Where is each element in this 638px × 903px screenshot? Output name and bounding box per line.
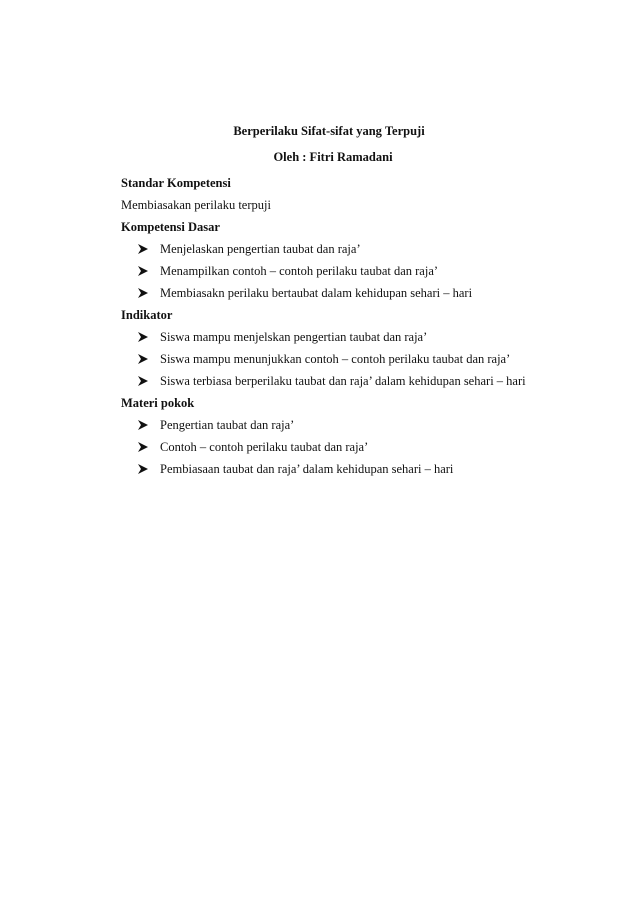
section-heading-kompetensi-dasar: Kompetensi Dasar (121, 220, 220, 234)
author-line: Oleh : Fitri Ramadani (273, 150, 393, 164)
list-item-text: Pembiasaan taubat dan raja’ dalam kehidupan sehari – hari (160, 462, 454, 476)
list-item (121, 461, 621, 483)
section-heading-materi-pokok: Materi pokok (121, 396, 195, 410)
arrow-bullet-icon (137, 287, 149, 299)
materi-pokok-list (121, 417, 621, 483)
list-item (121, 241, 621, 263)
arrow-bullet-icon (137, 353, 149, 365)
section-heading-standar-kompetensi: Standar Kompetensi (121, 176, 231, 190)
indikator-list (121, 329, 621, 395)
kompetensi-dasar-list (121, 241, 621, 307)
list-item (121, 285, 621, 307)
document-title: Berperilaku Sifat-sifat yang Terpuji (233, 124, 425, 138)
list-item (121, 329, 621, 351)
arrow-bullet-icon (137, 419, 149, 431)
arrow-bullet-icon (137, 441, 149, 453)
arrow-bullet-icon (137, 463, 149, 475)
list-item-text: Contoh – contoh perilaku taubat dan raja’ (160, 440, 369, 454)
section-heading-indikator: Indikator (121, 308, 173, 322)
list-item-text: Menjelaskan pengertian taubat dan raja’ (160, 242, 361, 256)
standar-kompetensi-text: Membiasakan perilaku terpuji (121, 198, 271, 212)
arrow-bullet-icon (137, 243, 149, 255)
list-item-text: Pengertian taubat dan raja’ (160, 418, 295, 432)
list-item (121, 351, 621, 373)
list-item-text: Siswa mampu menunjukkan contoh – contoh perilaku taubat dan raja’ (160, 352, 511, 366)
list-item (121, 439, 621, 461)
list-item (121, 373, 621, 395)
document-body (121, 175, 621, 483)
list-item (121, 417, 621, 439)
list-item-text: Siswa terbiasa berperilaku taubat dan raja’ dalam kehidupan sehari – hari (160, 374, 526, 388)
arrow-bullet-icon (137, 375, 149, 387)
arrow-bullet-icon (137, 331, 149, 343)
list-item-text: Menampilkan contoh – contoh perilaku taubat dan raja’ (160, 264, 439, 278)
arrow-bullet-icon (137, 265, 149, 277)
list-item (121, 263, 621, 285)
list-item-text: Siswa mampu menjelskan pengertian taubat dan raja’ (160, 330, 428, 344)
list-item-text: Membiasakn perilaku bertaubat dalam kehidupan sehari – hari (160, 286, 473, 300)
